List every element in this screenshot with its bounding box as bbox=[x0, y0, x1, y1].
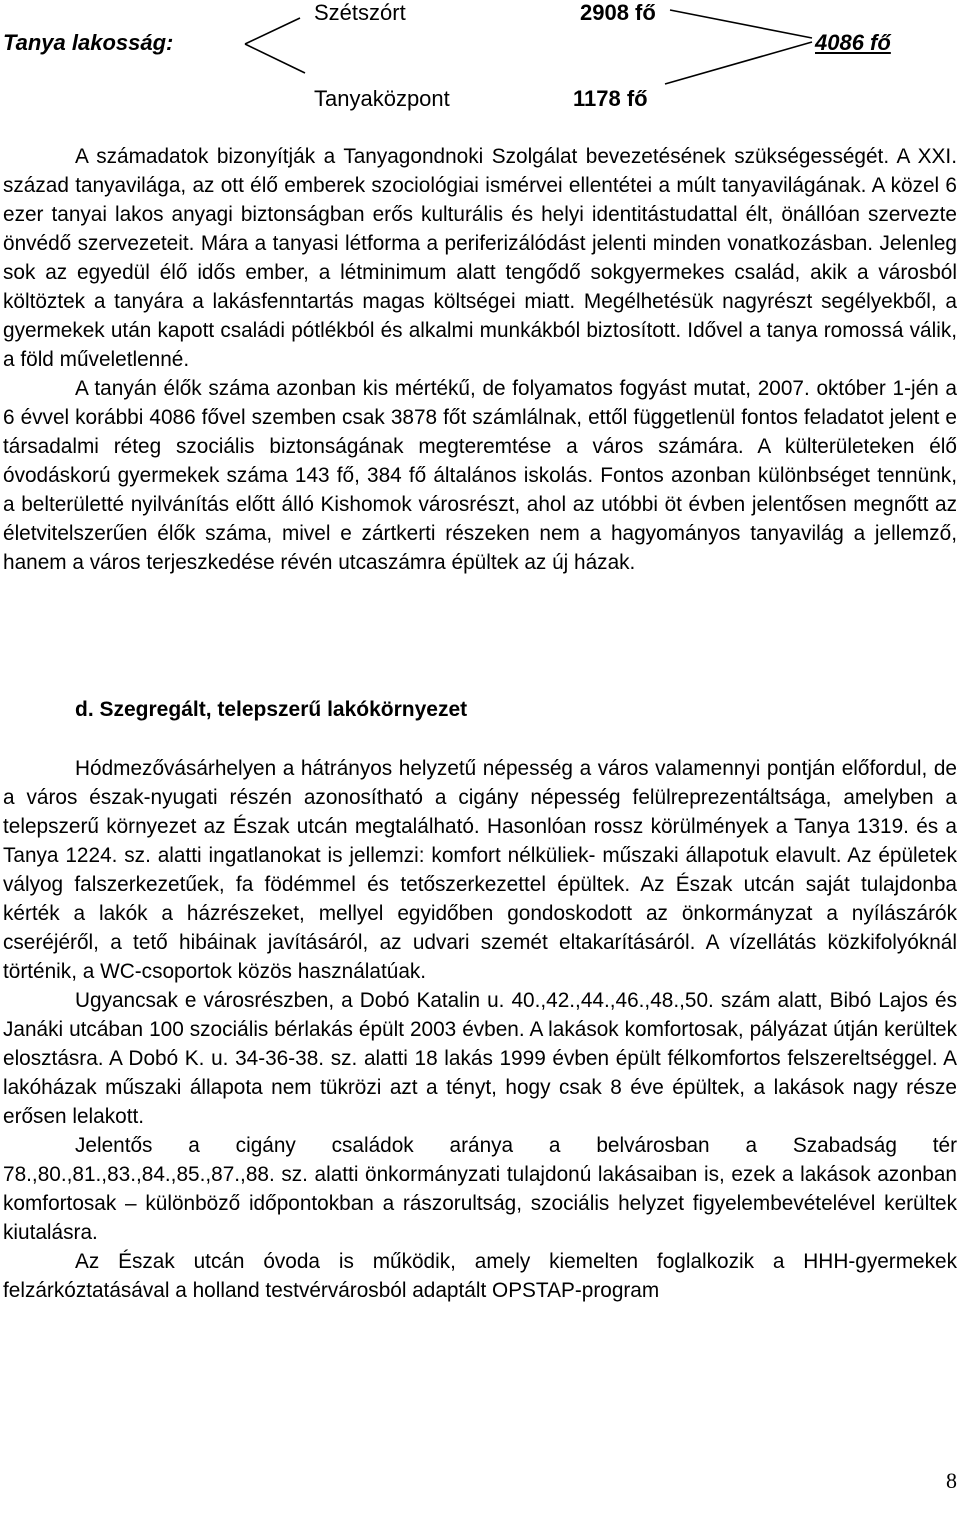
text-block-1 bbox=[3, 142, 957, 577]
center-label: Tanyaközpont bbox=[314, 86, 450, 111]
population-label: Tanya lakosság: bbox=[3, 30, 174, 55]
paragraph-1: A számadatok bizonyítják a Tanyagondnoki Szolgálat bevezetésének szükségességét. A XXI. század tanyavilága, az ott élő emberek szociológiai ismérvei ellentétei a múlt tanyavilágának. A közel 6 ezer tanyai lakos anyagi biztonságban erős kulturális és helyi identitástudattal élt, önállóan szervezte önvédő szervezeteit. Mára a tanyasi létforma a periferizálódást jelenti minden vonatkozásban. Jelenleg sok az egyedül élő idős ember, a létminimum alatt tengődő sokgyermekes család, akik a városból költöztek a tanyára a lakásfenntartás magas költségei miatt. Megélhetésük nagyrészt segélyekből, a gyermekek után kapott családi pótlékból és alkalmi munkákból biztosított. Idővel a tanya romossá válik, a föld műveletlenné. bbox=[3, 145, 957, 371]
bracket-line-upper bbox=[245, 18, 300, 44]
diagram-connector-lines bbox=[0, 0, 960, 120]
converge-line-lower bbox=[665, 42, 812, 84]
converge-line-upper bbox=[670, 10, 812, 38]
scattered-label: Szétszórt bbox=[314, 0, 406, 25]
bracket-line-lower bbox=[245, 44, 305, 73]
paragraph-5: Jelentős a cigány családok aránya a belvárosban a Szabadság tér 78.,80.,81.,83.,84.,85.,87.,88. sz. alatti önkormányzati tulajdonú lakásaiban is, ezek a lakások azonban komfortosak – különböző időpontokban a rászorultság, szociális helyzet figyelembevételével kerültek kiutalásra. bbox=[3, 1134, 957, 1244]
page-number: 8 bbox=[946, 1468, 957, 1493]
scattered-count: 2908 fő bbox=[580, 0, 656, 25]
paragraph-3: Hódmezővásárhelyen a hátrányos helyzetű népesség a város valamennyi pontján előfordul, de a város észak-nyugati részén azonosítható a cigány népesség felülreprezentáltsága, amelyben a telepszerű környezet az Észak utcán megtalálható. Hasonlóan rossz körülmények a Tanya 1319. és a Tanya 1224. sz. alatti ingatlanokat is jellemzi: komfort nélküliek- műszaki állapotuk elavult. Az épületek vályog falszerkezetűek, fa födémmel és tetőszerkezettel épültek. Az Észak utcán saját tulajdonba kérték a lakók a házrészeket, mellyel egyidőben gondoskodott az önkormányzat a nyílászárók cseréjéről, a tető hibáinak javításáról, az udvari szemét eltakarításáról. A vízellátás közkifolyóknál történik, a WC-csoportok közös használatúak. bbox=[3, 757, 957, 983]
paragraph-4: Ugyancsak e városrészben, a Dobó Katalin u. 40.,42.,44.,46.,48.,50. szám alatt, Bibó Lajos és Janáki utcában 100 szociális bérlakás épült 2003 évben. A lakások komfortosak, pályázat útján kerültek elosztásra. A Dobó K. u. 34-36-38. sz. alatti 18 lakás 1999 évben épült félkomfortos felszereltséggel. A lakóházak műszaki állapota nem tükrözi azt a tényt, hogy csak 8 éve épültek, a lakások nagy része erősen lelakott. bbox=[3, 989, 957, 1128]
total-count: 4086 fő bbox=[815, 30, 891, 55]
text-block-2 bbox=[3, 754, 957, 1305]
paragraph-2: A tanyán élők száma azonban kis mértékű, de folyamatos fogyást mutat, 2007. október 1-jén a 6 évvel korábbi 4086 fővel szemben csak 3878 főt számlálnak, ettől függetlenül fontos feladatot jelent e társadalmi réteg szociális biztonságának megteremtése a város számára. A külterületeken élő óvodáskorú gyermekek száma 143 fő, 384 fő általános iskolás. Fontos azonban különbséget tennünk, a belterületté nyilvánítás előtt álló Kishomok városrészt, ahol az utóbbi öt évben jelentősen megnőtt az életvitelszerűen élők száma, mivel e zártkerti részeken nem a hagyományos tanyavilág a jellemző, hanem a város terjeszkedése révén utcaszámra épültek az új házak. bbox=[3, 377, 957, 574]
paragraph-6: Az Észak utcán óvoda is működik, amely kiemelten foglalkozik a HHH-gyermekek felzárkóztatásával a holland testvérvárosból adaptált OPSTAP-program bbox=[3, 1250, 957, 1302]
center-count: 1178 fő bbox=[573, 86, 648, 111]
section-heading: d. Szegregált, telepszerű lakókörnyezet bbox=[75, 698, 468, 721]
